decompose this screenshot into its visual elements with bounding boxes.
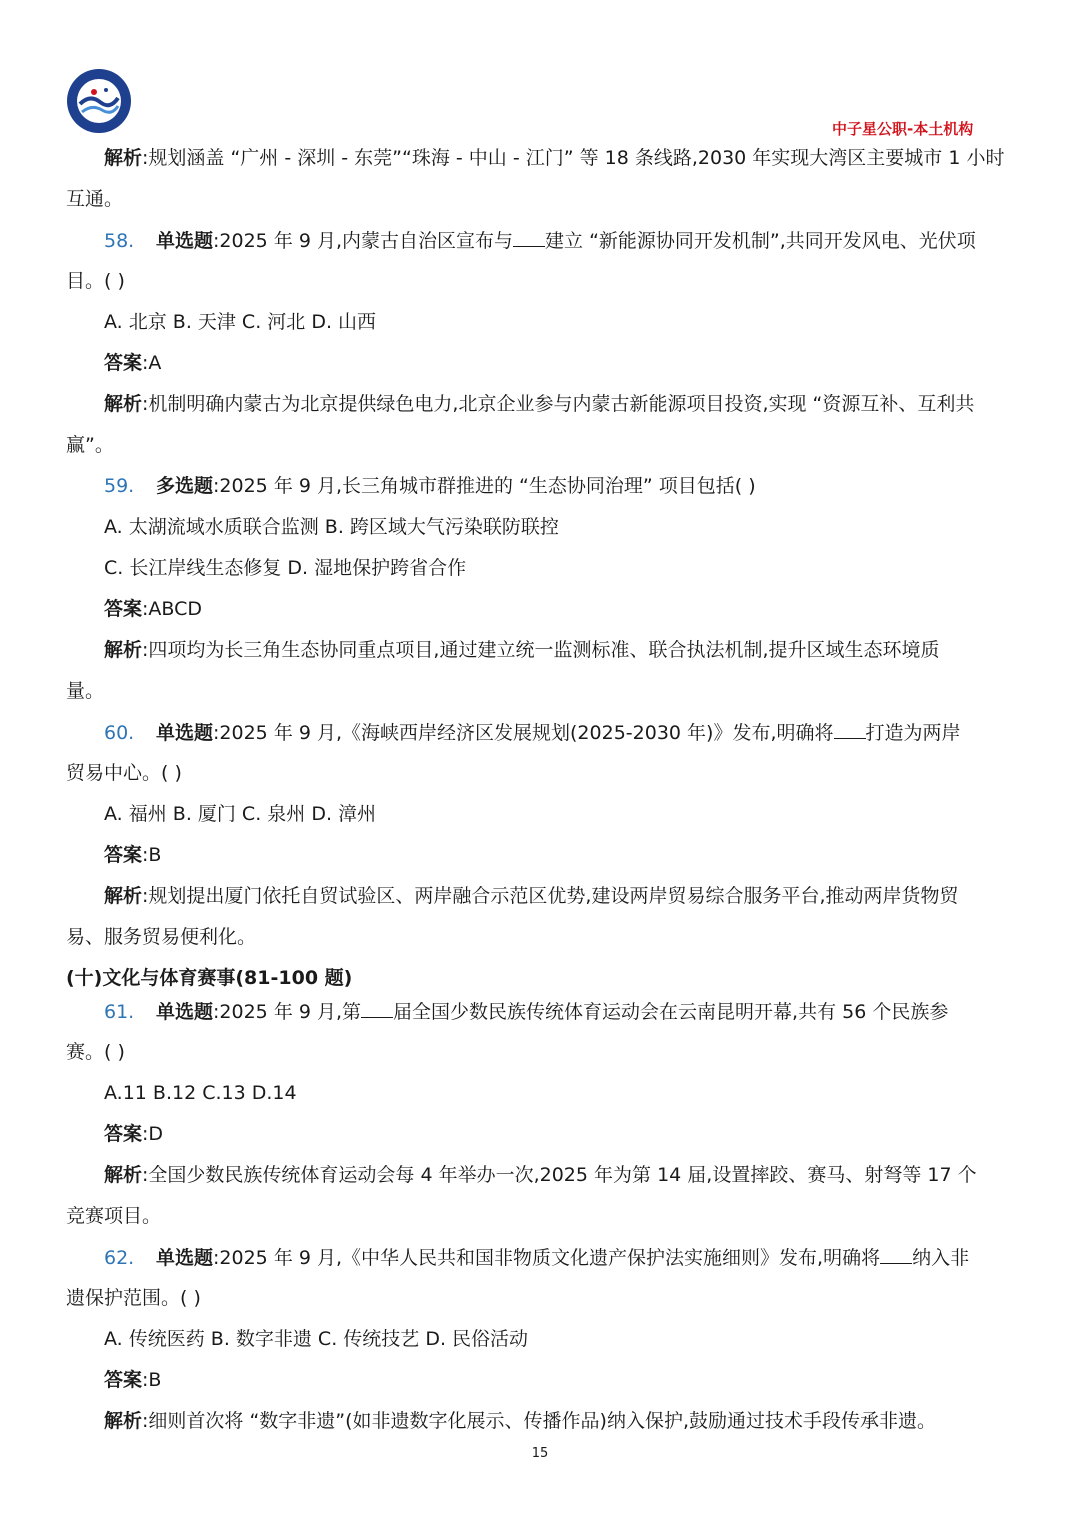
- q62-stem-line2: 遗保护范围。( ): [66, 1287, 201, 1309]
- q58-stem-line1: 58. 单选题:2025 年 9 月,内蒙古自治区宣布与 建立 “新能源协同开发机制”,共同开发风电、光伏项: [104, 230, 976, 252]
- q60-answer: 答案:B: [104, 844, 162, 866]
- q58-answer: 答案:A: [104, 352, 162, 374]
- q57-analysis-line2: 互通。: [66, 188, 124, 210]
- zhongzixing-logo-icon: [66, 68, 132, 134]
- question-type: 单选题: [156, 1001, 214, 1023]
- fill-blank: [361, 999, 393, 1018]
- question-number: 58.: [104, 230, 135, 252]
- q60-options: A. 福州 B. 厦门 C. 泉州 D. 漳州: [104, 803, 377, 825]
- question-type: 多选题: [156, 475, 214, 497]
- question-type: 单选题: [156, 1247, 214, 1269]
- q61-stem-line1: 61. 单选题:2025 年 9 月,第 届全国少数民族传统体育运动会在云南昆明开幕,共有 56 个民族参: [104, 1001, 949, 1023]
- q59-analysis-line1: 解析:四项均为长三角生态协同重点项目,通过建立统一监测标准、联合执法机制,提升区域生态环境质: [104, 639, 940, 661]
- q61-analysis-line1: 解析:全国少数民族传统体育运动会每 4 年举办一次,2025 年为第 14 届,设置摔跤、赛马、射弩等 17 个: [104, 1164, 977, 1186]
- q60-analysis-line2: 易、服务贸易便利化。: [66, 926, 257, 948]
- question-number: 60.: [104, 722, 135, 744]
- q58-options: A. 北京 B. 天津 C. 河北 D. 山西: [104, 311, 377, 333]
- q62-analysis-line1: 解析:细则首次将 “数字非遗”(如非遗数字化展示、传播作品)纳入保护,鼓励通过技术手段传承非遗。: [104, 1410, 937, 1432]
- q60-stem-line1: 60. 单选题:2025 年 9 月,《海峡西岸经济区发展规划(2025-2030 年)》发布,明确将 打造为两岸: [104, 722, 961, 744]
- q60-analysis-line1: 解析:规划提出厦门依托自贸试验区、两岸融合示范区优势,建设两岸贸易综合服务平台,推动两岸货物贸: [104, 885, 959, 907]
- q60-stem-line2: 贸易中心。( ): [66, 762, 182, 784]
- q58-analysis-line2: 赢”。: [66, 434, 114, 456]
- q59-answer: 答案:ABCD: [104, 598, 203, 620]
- q61-stem-line2: 赛。( ): [66, 1041, 125, 1063]
- q58-analysis-line1: 解析:机制明确内蒙古为北京提供绿色电力,北京企业参与内蒙古新能源项目投资,实现 “资源互补、互利共: [104, 393, 975, 415]
- q59-stem: 59. 多选题:2025 年 9 月,长三角城市群推进的 “生态协同治理” 项目包括( ): [104, 475, 756, 497]
- question-type: 单选题: [156, 722, 214, 744]
- q59-options-line1: A. 太湖流域水质联合监测 B. 跨区域大气污染联防联控: [104, 516, 559, 538]
- q59-options-line2: C. 长江岸线生态修复 D. 湿地保护跨省合作: [104, 557, 467, 579]
- analysis-label: 解析: [104, 147, 143, 169]
- q62-answer: 答案:B: [104, 1369, 162, 1391]
- brand-text: 中子星公职-本土机构: [832, 120, 974, 138]
- question-type: 单选题: [156, 230, 214, 252]
- question-number: 61.: [104, 1001, 135, 1023]
- q61-options: A.11 B.12 C.13 D.14: [104, 1082, 297, 1104]
- question-number: 62.: [104, 1247, 135, 1269]
- question-number: 59.: [104, 475, 135, 497]
- q61-answer: 答案:D: [104, 1123, 164, 1145]
- q62-options: A. 传统医药 B. 数字非遗 C. 传统技艺 D. 民俗活动: [104, 1328, 529, 1350]
- fill-blank: [834, 720, 866, 739]
- fill-blank: [513, 228, 545, 247]
- page-number: 15: [531, 1446, 549, 1461]
- section-heading: (十)文化与体育赛事(81-100 题): [66, 967, 353, 989]
- q59-analysis-line2: 量。: [66, 680, 105, 702]
- q62-stem-line1: 62. 单选题:2025 年 9 月,《中华人民共和国非物质文化遗产保护法实施细则》发布,明确将 纳入非: [104, 1247, 970, 1269]
- q57-analysis-line1: 解析:规划涵盖 “广州 - 深圳 - 东莞”“珠海 - 中山 - 江门” 等 18 条线路,2030 年实现大湾区主要城市 1 小时: [104, 147, 1005, 169]
- fill-blank: [880, 1245, 912, 1264]
- q61-analysis-line2: 竞赛项目。: [66, 1205, 162, 1227]
- q58-stem-line2: 目。( ): [66, 270, 125, 292]
